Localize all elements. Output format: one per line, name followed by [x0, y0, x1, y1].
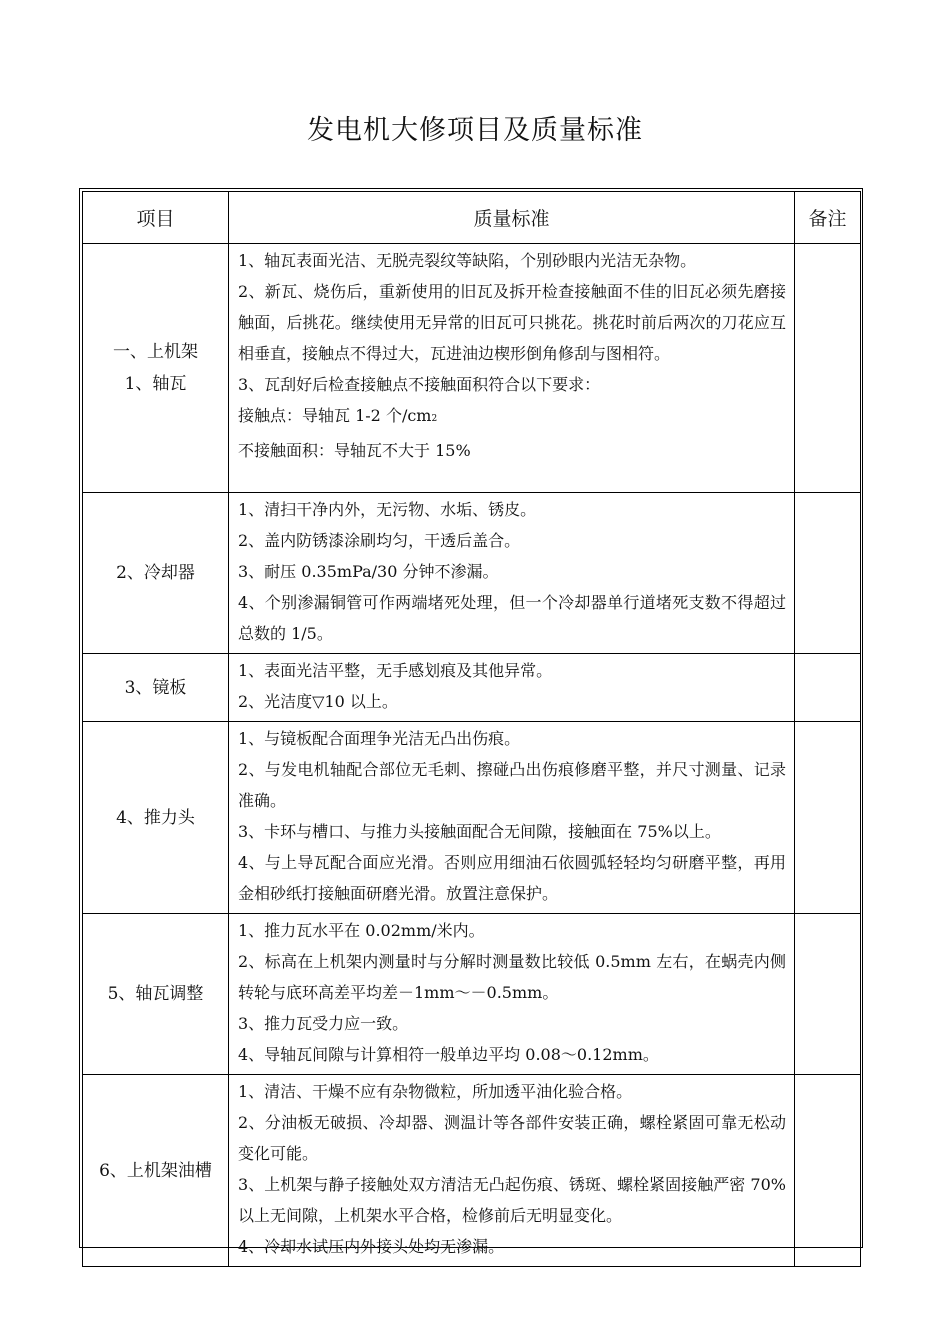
note-cell [795, 722, 861, 914]
header-standard: 质量标准 [229, 192, 795, 244]
item-label: 3、镜板 [124, 677, 187, 698]
standard-line: 2、新瓦、烧伤后，重新使用的旧瓦及拆开检查接触面不佳的旧瓦必须先磨接触面，后挑花。继续使用无异常的旧瓦可只挑花。挑花时前后两次的刀花应互相垂直，接触点不得过大，瓦进油边楔形倒角修刮与图相符。 [238, 282, 786, 363]
standard-line: 4、冷却水试压内外接头处均无渗漏。 [238, 1237, 505, 1256]
item-cell [83, 493, 229, 654]
standard-cell [229, 493, 795, 654]
standard-line: 2、光洁度▽10 以上。 [238, 692, 398, 711]
table-row [83, 1075, 861, 1267]
item-cell [83, 654, 229, 722]
standard-line-unit [238, 400, 786, 435]
item-cell [83, 1075, 229, 1267]
standard-line: 2、与发电机轴配合部位无毛刺、擦碰凸出伤痕修磨平整，并尺寸测量、记录准确。 [238, 760, 786, 810]
page-title: 发电机大修项目及质量标准 [307, 115, 643, 146]
standard-line: 1、表面光洁平整，无手感划痕及其他异常。 [238, 661, 553, 680]
item-cell [83, 244, 229, 493]
standard-line: 2、分油板无破损、冷却器、测温计等各部件安装正确，螺栓紧固可靠无松动变化可能。 [238, 1113, 786, 1163]
standard-cell [229, 722, 795, 914]
standard-line: 1、与镜板配合面理争光洁无凸出伤痕。 [238, 729, 521, 748]
item-label: 1、轴瓦 [124, 374, 187, 394]
standard-line: 4、导轴瓦间隙与计算相符一般单边平均 0.08～0.12mm。 [238, 1045, 659, 1064]
item-cell [83, 722, 229, 914]
header-item: 项目 [83, 192, 229, 244]
standard-line: 3、推力瓦受力应一致。 [238, 1014, 409, 1033]
standard-line: 不接触面积：导轴瓦不大于 15% [238, 441, 471, 460]
standard-line: 接触点：导轴瓦 1-2 个/cm [238, 406, 432, 425]
note-cell [795, 493, 861, 654]
standard-line: 3、耐压 0.35mPa/30 分钟不渗漏。 [238, 562, 499, 581]
standard-line: 1、推力瓦水平在 0.02mm/米内。 [238, 921, 485, 940]
standard-cell [229, 914, 795, 1075]
section-label: 一、上机架 [113, 342, 198, 362]
standard-cell [229, 1075, 795, 1267]
table-row [83, 244, 861, 493]
standard-line: 2、标高在上机架内测量时与分解时测量数比较低 0.5mm 左右，在蜗壳内侧转轮与底环高差平均差－1mm～－0.5mm。 [238, 952, 786, 1002]
standard-line: 3、卡环与槽口、与推力头接触面配合无间隙，接触面在 75%以上。 [238, 822, 721, 841]
standard-line: 1、清扫干净内外，无污物、水垢、锈皮。 [238, 500, 537, 519]
standard-cell [229, 244, 795, 493]
note-cell [795, 914, 861, 1075]
standard-line: 3、上机架与静子接触处双方清洁无凸起伤痕、锈斑、螺栓紧固接触严密 70%以上无间隙，上机架水平合格，检修前后无明显变化。 [238, 1175, 786, 1225]
standard-line: 1、清洁、干燥不应有杂物微粒，所加透平油化验合格。 [238, 1082, 633, 1101]
standard-line: 1、轴瓦表面光洁、无脱壳裂纹等缺陷，个别砂眼内光洁无杂物。 [238, 251, 697, 270]
standard-cell [229, 654, 795, 722]
standard-line: 4、与上导瓦配合面应光滑。否则应用细油石依圆弧轻轻均匀研磨平整，再用金相砂纸打接触面研磨光滑。放置注意保护。 [238, 853, 786, 903]
item-label: 5、轴瓦调整 [107, 984, 204, 1004]
note-cell [795, 654, 861, 722]
item-label: 4、推力头 [116, 807, 195, 828]
table-header-row [83, 192, 861, 244]
standard-line: 2、盖内防锈漆涂刷均匀，干透后盖合。 [238, 531, 521, 550]
standard-line: 3、瓦刮好后检查接触点不接触面积符合以下要求： [238, 375, 601, 394]
quality-standards-table [82, 191, 861, 1267]
note-cell [795, 1075, 861, 1267]
item-label: 6、上机架油槽 [99, 1160, 212, 1181]
item-cell [83, 914, 229, 1075]
table-row [83, 722, 861, 914]
table-row [83, 493, 861, 654]
table-row [83, 914, 861, 1075]
header-note: 备注 [795, 192, 861, 244]
note-cell [795, 244, 861, 493]
unit-superscript: 2 [431, 414, 438, 424]
standard-line: 4、个别渗漏铜管可作两端堵死处理，但一个冷却器单行道堵死支数不得超过总数的 1/5。 [238, 593, 786, 643]
item-label: 2、冷却器 [116, 563, 195, 583]
table-row [83, 654, 861, 722]
